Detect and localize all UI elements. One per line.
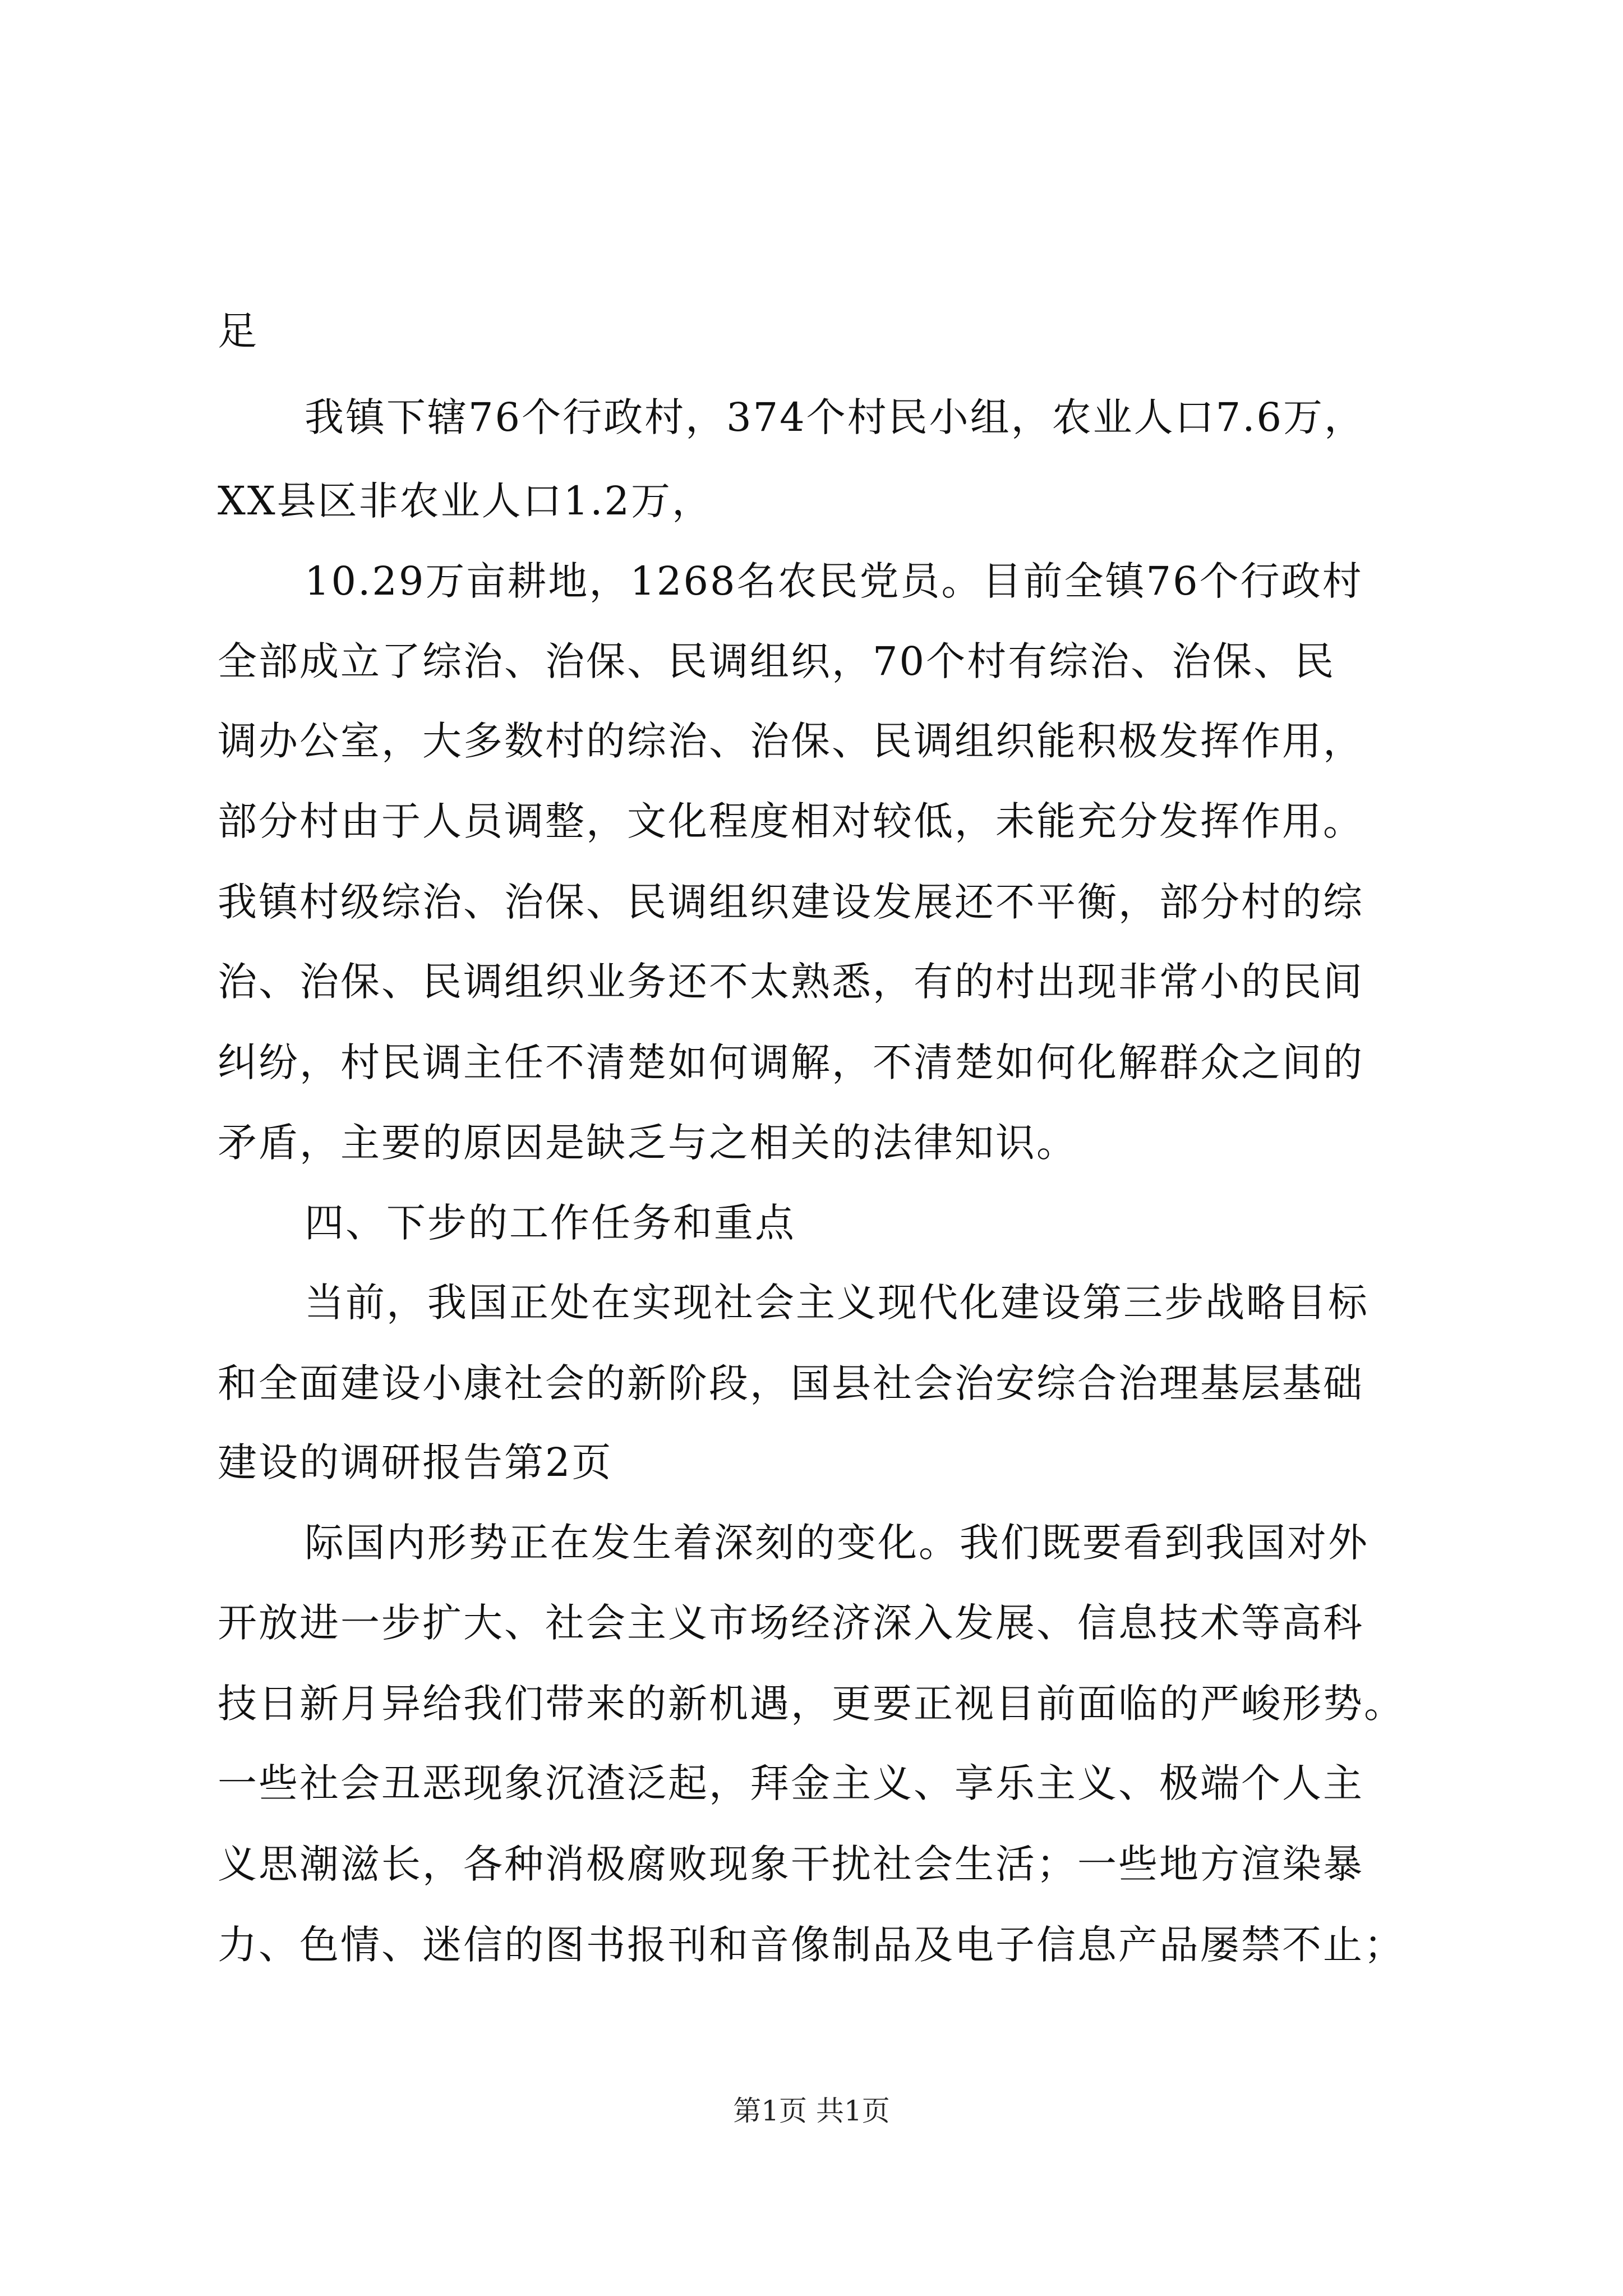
section-heading: 四、下步的工作任务和重点 — [305, 1200, 796, 1246]
text-line: 我镇村级综治、治保、民调组织建设发展还不平衡，部分村的综 — [218, 879, 1364, 925]
text-line: 足 — [218, 308, 259, 354]
text-line: 力、色情、迷信的图书报刊和音像制品及电子信息产品屡禁不止； — [218, 1922, 1405, 1968]
text-line: 矛盾，主要的原因是缺乏与之相关的法律知识。 — [218, 1120, 1077, 1166]
text-line: 10.29万亩耕地，1268名农民党员。目前全镇76个行政村 — [305, 558, 1363, 604]
text-line: 技日新月异给我们带来的新机遇，更要正视目前面临的严峻形势。 — [218, 1681, 1405, 1727]
text-line: 和全面建设小康社会的新阶段，国县社会治安综合治理基层基础 — [218, 1360, 1364, 1406]
text-line: 全部成立了综治、治保、民调组织，70个村有综治、治保、民 — [218, 638, 1336, 684]
text-line: 调办公室，大多数村的综治、治保、民调组织能积极发挥作用， — [218, 718, 1364, 764]
text-line: 纠纷，村民调主任不清楚如何调解，不清楚如何化解群众之间的 — [218, 1039, 1364, 1085]
text-line: 治、治保、民调组织业务还不太熟悉，有的村出现非常小的民间 — [218, 959, 1364, 1005]
text-line: 际国内形势正在发生着深刻的变化。我们既要看到我国对外 — [305, 1520, 1369, 1566]
text-line: XX县区非农业人口1.2万， — [218, 478, 713, 524]
text-line: 当前，我国正处在实现社会主义现代化建设第三步战略目标 — [305, 1280, 1369, 1326]
text-line: 开放进一步扩大、社会主义市场经济深入发展、信息技术等高科 — [218, 1600, 1364, 1646]
text-line: 建设的调研报告第2页 — [218, 1439, 613, 1485]
text-line: 部分村由于人员调整，文化程度相对较低，未能充分发挥作用。 — [218, 798, 1364, 844]
page-number-footer: 第1页 共1页 — [733, 2095, 890, 2127]
text-line: 我镇下辖76个行政村，374个村民小组，农业人口7.6万， — [305, 394, 1366, 440]
text-line: 一些社会丑恶现象沉渣泛起，拜金主义、享乐主义、极端个人主 — [218, 1760, 1364, 1806]
text-line: 义思潮滋长，各种消极腐败现象干扰社会生活；一些地方渲染暴 — [218, 1841, 1364, 1887]
